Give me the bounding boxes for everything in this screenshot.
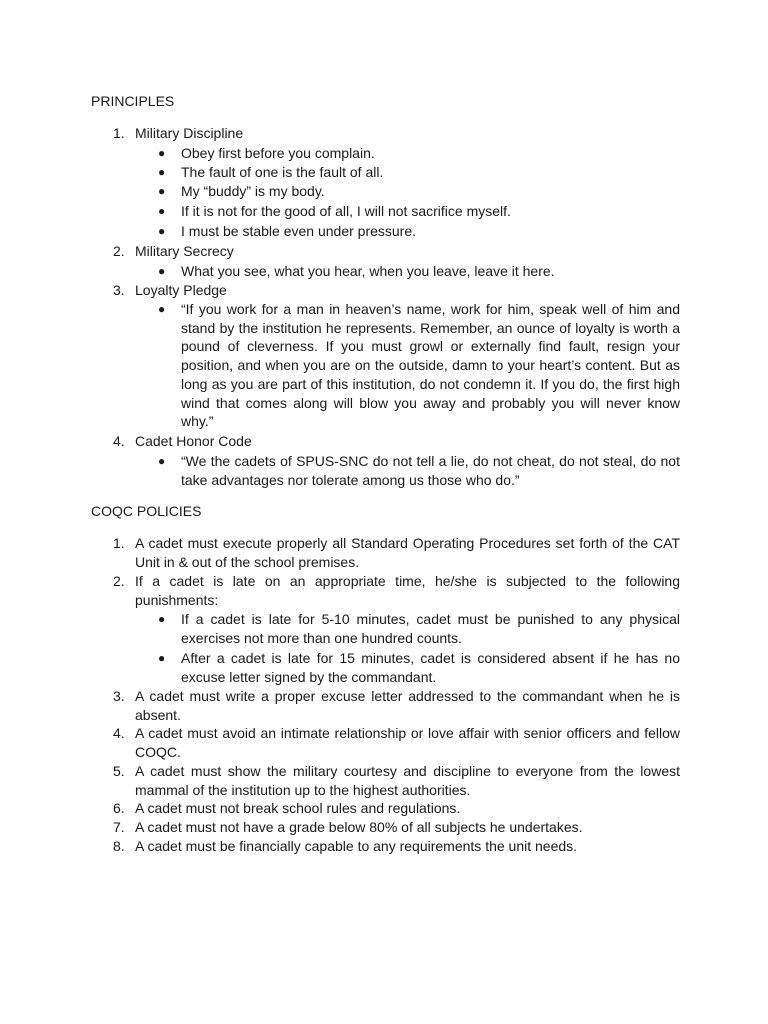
policy-text: A cadet must not break school rules and regulations. — [135, 800, 461, 816]
bullet-icon: ● — [158, 302, 166, 316]
bullet-text: The fault of one is the fault of all. — [181, 164, 384, 180]
policy-item — [113, 818, 680, 837]
principles-heading: PRINCIPLES — [91, 93, 175, 109]
list-number: 1. — [113, 125, 125, 141]
policy-item — [113, 762, 680, 799]
policy-text: A cadet must show the military courtesy and discipline to everyone from the lowest mammal of the institution up to the highest authorities. — [135, 763, 680, 798]
list-bullet — [158, 182, 680, 201]
principle-item-military-discipline — [113, 124, 680, 143]
list-number: 3. — [113, 282, 125, 298]
list-number: 4. — [113, 725, 125, 741]
list-bullet — [158, 262, 680, 281]
principle-label: Cadet Honor Code — [135, 433, 252, 449]
principle-item-cadet-honor-code — [113, 432, 680, 451]
bullet-text: “We the cadets of SPUS-SNC do not tell a lie, do not cheat, do not steal, do not take advantages nor tolerate among us those who do.” — [181, 453, 680, 488]
list-bullet — [158, 144, 680, 163]
principle-item-military-secrecy — [113, 242, 680, 261]
policy-item — [113, 837, 680, 856]
bullet-icon: ● — [158, 224, 166, 238]
bullet-text: “If you work for a man in heaven’s name, work for him, speak well of him and stand by the institution he represents. Remember, an ounce of loyalty is worth a pound of cleverness. If you must growl or externally find fault, resign your position, and when you are on the outside, damn to your heart’s content. But as long as you are part of this institution, do not condemn it. If you do, the first high wind that comes along will blow you away and probably you will never know why.” — [181, 301, 680, 430]
principle-item-loyalty-pledge — [113, 281, 680, 300]
bullet-text: My “buddy” is my body. — [181, 183, 325, 199]
bullet-icon: ● — [158, 612, 166, 626]
bullet-text: Obey first before you complain. — [181, 145, 375, 161]
list-bullet — [158, 649, 680, 686]
policy-item — [113, 687, 680, 724]
list-number: 5. — [113, 763, 125, 779]
list-bullet — [158, 452, 680, 489]
policy-text: A cadet must write a proper excuse letter addressed to the commandant when he is absent. — [135, 688, 680, 723]
principle-label: Loyalty Pledge — [135, 282, 227, 298]
bullet-text: If it is not for the good of all, I will not sacrifice myself. — [181, 203, 511, 219]
policy-text: If a cadet is late on an appropriate time, he/she is subjected to the following punishments: — [135, 573, 680, 608]
principle-label: Military Secrecy — [135, 243, 234, 259]
list-bullet — [158, 300, 680, 431]
bullet-text: What you see, what you hear, when you leave, leave it here. — [181, 263, 555, 279]
policy-text: A cadet must not have a grade below 80% of all subjects he undertakes. — [135, 819, 583, 835]
list-number: 3. — [113, 688, 125, 704]
list-bullet — [158, 610, 680, 647]
policy-text: A cadet must execute properly all Standard Operating Procedures set forth of the CAT Unit in & out of the school premises. — [135, 535, 680, 570]
coqc-heading: COQC POLICIES — [91, 503, 202, 519]
bullet-icon: ● — [158, 264, 166, 278]
list-bullet — [158, 202, 680, 221]
policy-text: A cadet must be financially capable to any requirements the unit needs. — [135, 838, 578, 854]
bullet-text: After a cadet is late for 15 minutes, cadet is considered absent if he has no excuse letter signed by the commandant. — [181, 650, 680, 685]
list-number: 4. — [113, 433, 125, 449]
bullet-icon: ● — [158, 204, 166, 218]
list-number: 7. — [113, 819, 125, 835]
bullet-text: If a cadet is late for 5-10 minutes, cadet must be punished to any physical exercises not more than one hundred counts. — [181, 611, 680, 646]
list-bullet — [158, 163, 680, 182]
policy-text: A cadet must avoid an intimate relationship or love affair with senior officers and fellow COQC. — [135, 725, 680, 760]
list-number: 2. — [113, 243, 125, 259]
bullet-icon: ● — [158, 146, 166, 160]
bullet-icon: ● — [158, 454, 166, 468]
list-number: 8. — [113, 838, 125, 854]
list-number: 1. — [113, 535, 125, 551]
bullet-icon: ● — [158, 651, 166, 665]
principle-label: Military Discipline — [135, 125, 244, 141]
policy-item — [113, 572, 680, 609]
policy-item — [113, 799, 680, 818]
bullet-text: I must be stable even under pressure. — [181, 223, 417, 239]
bullet-icon: ● — [158, 184, 166, 198]
list-number: 6. — [113, 800, 125, 816]
bullet-icon: ● — [158, 165, 166, 179]
policy-item — [113, 534, 680, 571]
list-number: 2. — [113, 573, 125, 589]
policy-item — [113, 724, 680, 761]
list-bullet — [158, 222, 680, 241]
